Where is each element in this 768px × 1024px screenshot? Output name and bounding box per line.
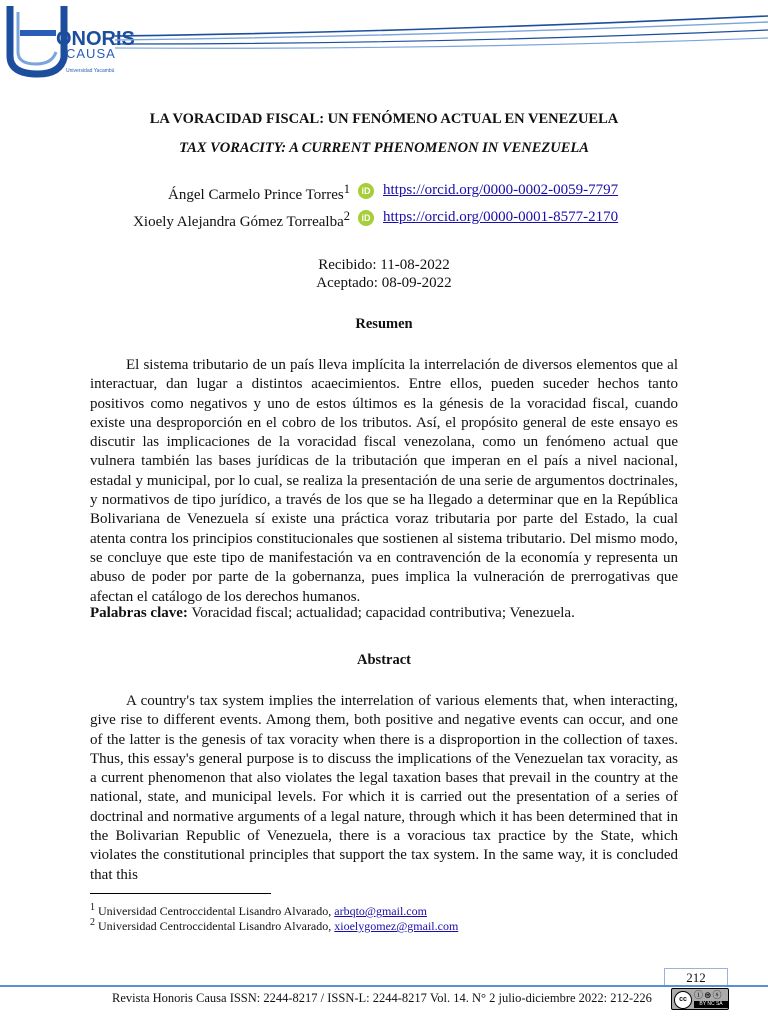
orcid-link[interactable]: https://orcid.org/0000-0002-0059-7797 [383, 182, 619, 198]
received-date: Recibido: 11-08-2022 [318, 257, 450, 273]
keywords-line [90, 604, 678, 623]
submission-dates [0, 256, 768, 292]
article-title-english: TAX VORACITY: A CURRENT PHENOMENON IN VENEZUELA [179, 140, 589, 156]
email-link[interactable]: xioelygomez@gmail.com [334, 919, 459, 933]
footnote: $^1$ Universidad Centroccidental Lisandro Alvarado, arbqto@gmail.com [90, 902, 427, 918]
journal-header [0, 0, 768, 80]
resumen-heading: Resumen [355, 316, 413, 332]
creative-commons-license-badge[interactable] [671, 988, 729, 1010]
email-link[interactable]: arbqto@gmail.com [334, 904, 427, 918]
author-footnote-marker: 1 [343, 182, 350, 196]
author-name: Xioely Alejandra Gómez Torrealba$^2$ [133, 209, 350, 230]
footnote: $^2$ Universidad Centroccidental Lisandro Alvarado, xioelygomez@gmail.com [90, 917, 459, 933]
author-row [0, 209, 768, 231]
license-terms-icons: ⓘ⊜ⓢ [694, 990, 723, 1000]
logo-tag: Universidad Yacambú [66, 68, 115, 74]
orcid-link[interactable]: https://orcid.org/0000-0001-8577-2170 [383, 209, 619, 225]
abstract-paragraph: A country's tax system implies the interrelation of various elements that, when interacting, give rise to different events. Among them, both positive and negative events can occur, and one of the latter is the genesis of tax voracity when there is a disproportion in the collection of taxes. Thus, this essay's general purpose is to discuss the implications of the Venezuelan tax voracity, as a current phenomenon that also violates the legal taxation bases that prevail in the country at the national, state, and municipal levels. For which it is carried out the presentation of a series of doctrinal and normative arguments of a legal nature, through which it has been determined that in the Bolivarian Republic of Venezuela, there is a voracious tax practice by the State, which violates the constitutional principles that support the tax system. In the same way, it is concluded that this [90, 693, 678, 883]
logo-text: ONORIS [56, 28, 135, 50]
license-terms-text: BY NC SA [694, 1001, 728, 1008]
accepted-date: Aceptado: 08-09-2022 [316, 275, 452, 291]
orcid-icon[interactable]: iD [358, 183, 374, 199]
orcid-icon[interactable]: iD [358, 210, 374, 226]
keywords-label: Palabras clave: [90, 605, 188, 621]
header-swoosh-lines [115, 14, 768, 64]
author-name: Ángel Carmelo Prince Torres$^1$ [168, 182, 350, 203]
cc-icon: cc [674, 991, 692, 1009]
footer-divider [0, 985, 768, 987]
footnote-divider [90, 893, 271, 894]
honoris-causa-logo [4, 2, 135, 78]
author-row [0, 182, 768, 204]
abstract-heading: Abstract [357, 652, 411, 668]
page-number: 212 [664, 968, 728, 986]
author-footnote-marker: 2 [343, 209, 350, 223]
keywords-text: Voracidad fiscal; actualidad; capacidad contributiva; Venezuela. [191, 605, 575, 621]
logo-subtext: CAUSA [66, 46, 116, 61]
journal-citation: Revista Honoris Causa ISSN: 2244-8217 / ISSN-L: 2244-8217 Vol. 14. N° 2 julio-diciembre 2022: 212-226 [112, 991, 652, 1005]
resumen-paragraph: El sistema tributario de un país lleva implícita la interrelación de diversos elementos que al interactuar, dan lugar a distintos acaecimientos. Entre ellos, pueden suceder hechos tanto positivos como negativos y uno de estos últimos es la génesis de la voracidad fiscal, cuando existe una desproporción en el cobro de los tributos. Así, el propósito general de este ensayo es discutir las implicaciones de la voracidad fiscal venezolana, como un fenómeno actual que vulnera también las bases jurídicas de la tributación que imperan en el país a nivel nacional, estadal y municipal, por lo cual, se realiza la presentación de una serie de argumentos doctrinales, y normativos de tipo jurídico, a través de los que se ha llegado a determinar que en la República Bolivariana de Venezuela sí existe una práctica voraz tributaria por parte del Estado, la cual atenta contra los principios constitucionales que sostienen al sistema tributario. Del mismo modo, se concluye que este tipo de manifestación va en contravención de la economía y representa un abuso de poder por parte de la gobernanza, pues implica la vulneración de prerrogativas que afectan el catálogo de los derechos humanos. [90, 357, 678, 605]
article-title: LA VORACIDAD FISCAL: UN FENÓMENO ACTUAL EN VENEZUELA [149, 111, 619, 127]
